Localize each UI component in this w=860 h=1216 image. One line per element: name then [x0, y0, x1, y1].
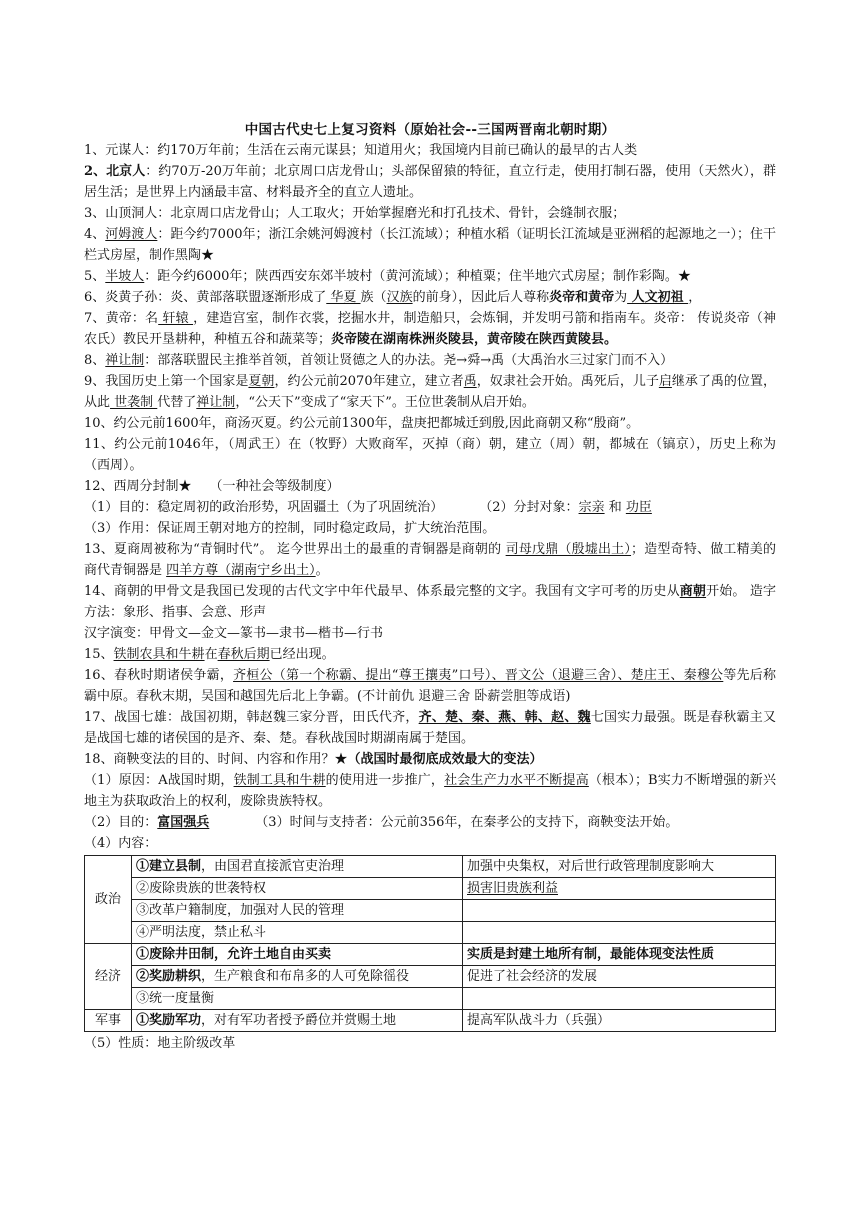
table-row	[85, 922, 776, 944]
item-18-keyword-goal: 富国强兵	[157, 815, 210, 830]
item-16-keyword-hegemons: 齐桓公（第一个称霸、提出“尊王攘夷”口号）、晋文公（退避三舍）、楚庄王、秦穆公	[233, 668, 724, 683]
table-row	[85, 856, 776, 878]
politics-measure-1-key: ①建立县制	[136, 859, 202, 874]
item-2	[84, 161, 776, 203]
item-17-keyword-seven: 齐、楚、秦、燕、韩、赵、魏	[418, 710, 591, 725]
military-measure-1-key: ①奖励军功	[136, 1013, 202, 1028]
item-9	[84, 371, 776, 413]
item-6-keyword-renwen: 人文初祖	[627, 290, 689, 305]
page-title: 中国古代史七上复习资料（原始社会--三国两晋南北朝时期）	[244, 122, 616, 138]
item-7	[84, 308, 776, 350]
item-6	[84, 287, 776, 308]
economy-measure-2-key: ②奖励耕织	[136, 969, 202, 984]
item-1-text: 1、元谋人：约170万年前；生活在云南元谋县；知道用火；我国境内目前已确认的最早的古人类	[84, 143, 638, 158]
item-5-number: 5、	[84, 269, 106, 284]
item-9-keyword-shixi: 世袭制	[110, 395, 158, 410]
item-18-nature	[84, 1033, 776, 1054]
table-row	[85, 988, 776, 1010]
item-18-reason-c: 的使用进一步推广，	[325, 773, 445, 788]
item-12-targets-label: （2）分封对象：	[479, 500, 579, 515]
item-18-nature-text: （5）性质：地主阶级改革	[84, 1036, 236, 1051]
item-4-number: 4、	[84, 227, 106, 242]
item-6-text-e: 的前身），因此后人尊称	[412, 290, 550, 305]
item-11-text: 11、约公元前1046年，（周武王）在（牧野）大败商军，灭掉（商）朝，建立（周）朝，都城在（镐京），历史上称为（西周）。	[84, 437, 776, 473]
table-row	[85, 944, 776, 966]
table-row	[85, 900, 776, 922]
table-cell	[463, 988, 776, 1010]
item-14-text-c: 开始。 造字方法：象形、指事、会意、形声	[84, 584, 776, 620]
table-cell	[132, 1010, 463, 1032]
item-18-goal-time	[84, 812, 776, 833]
table-row	[85, 878, 776, 900]
category-military: 军事	[85, 1010, 132, 1032]
item-2-text: ：约70万-20万年前；北京周口店龙骨山；头部保留猿的特征，直立行走，使用打制石器，使用（天然火），群居生活；是世界上内涵最丰富、材料最齐全的直立人遗址。	[84, 164, 777, 200]
item-12-target-zongqin: 宗亲	[578, 500, 605, 515]
item-13-text-c: ；造型奇特、做工精美的商代青铜器是	[84, 542, 776, 578]
item-14-evolution-text: 汉字演变：甲骨文—金文—篆书—隶书—楷书—行书	[84, 626, 384, 641]
economy-measure-2-text: ，生产粮食和布帛多的人可免除徭役	[201, 969, 410, 984]
item-9-text-g: 继承了禹的位置，从此	[84, 374, 776, 410]
item-14-evolution	[84, 623, 776, 644]
table-cell	[463, 944, 776, 966]
item-18-reason	[84, 770, 776, 812]
item-18-reason-e: （根本）；B实力不断增强的新兴地主为获取政治上的权利，废除贵族特权。	[84, 773, 776, 809]
item-6-text-c: 族（	[360, 290, 387, 305]
item-9-text-k: ，“公天下”变成了“家天下”。王位世袭制从启开始。	[235, 395, 535, 410]
item-4-keyword: 河姆渡人	[105, 227, 158, 242]
economy-effect-1: 实质是封建土地所有制，最能体现变法性质	[467, 947, 715, 962]
item-12	[84, 476, 776, 497]
item-15-text-c: 在	[204, 647, 218, 662]
item-9-keyword-qi: 启	[658, 374, 672, 389]
table-cell	[132, 856, 463, 878]
item-13-text-a: 13、夏商周被称为“青铜时代”。 迄今世界出土的最重的青铜器是商朝的	[84, 542, 506, 557]
reform-content-table	[84, 855, 776, 1032]
item-14-keyword-shangchao: 商朝	[679, 584, 707, 599]
item-6-keyword-yandi-huangdi: 炎帝和黄帝	[549, 290, 615, 305]
item-13-keyword-siyang: 四羊方尊（湖南宁乡出土）	[166, 563, 316, 578]
item-18-goal-label: （2）目的：	[84, 815, 158, 830]
item-3-text: 3、山顶洞人：北京周口店龙骨山；人工取火；开始掌握磨光和打孔技术、骨针，会缝制衣服；	[84, 206, 626, 221]
category-economy: 经济	[85, 944, 132, 1010]
item-5	[84, 266, 776, 287]
item-18-time: （3）时间与支持者：公元前356年，在秦孝公的支持下，商鞅变法开始。	[255, 815, 679, 830]
item-4	[84, 224, 776, 266]
item-12-target-and: 和	[604, 500, 626, 515]
item-3	[84, 203, 776, 224]
item-18-note: （战国时最彻底成效最大的变法）	[347, 752, 543, 767]
item-4-text: ：距今约7000年；浙江余姚河姆渡村（长江流域）；种植水稻（证明长江流域是亚洲稻的起源地之一）；住干栏式房屋，制作黑陶★	[84, 227, 776, 263]
table-cell: 促进了社会经济的发展	[463, 966, 776, 988]
item-18-keyword-tools: 铁制工具和牛耕	[233, 773, 326, 788]
item-17-text-c: 七国实力最强。既是春秋霸主又是战国七雄的诸侯国的是齐、秦、楚。春秋战国时期湖南属于楚国。	[84, 710, 776, 746]
item-1	[84, 140, 776, 161]
item-10	[84, 413, 776, 434]
item-18-heading: 18、商鞅变法的目的、时间、内容和作用？★	[84, 752, 348, 767]
item-6-text-g: 为	[614, 290, 628, 305]
item-7-keyword-xuanyuan: 轩辕	[158, 311, 194, 326]
item-7-text-c: ，建造宫室，制作衣裳，挖掘水井，制造船只，会炼铜，并发明弓箭和指南车。炎帝： 传说炎帝（神农氏）教民开垦耕种，种植五谷和蔬菜等；	[84, 311, 776, 347]
table-cell	[132, 966, 463, 988]
item-9-text-c: ，约公元前2070年建立，建立者	[274, 374, 464, 389]
table-cell: 提高军队战斗力（兵强）	[463, 1010, 776, 1032]
table-row	[85, 966, 776, 988]
item-6-text-a: 6、炎黄子孙：炎、黄部落联盟逐渐形成了	[84, 290, 327, 305]
item-13-keyword-simuwu: 司母戊鼎（殷墟出土）	[505, 542, 632, 557]
document-page	[84, 118, 776, 1054]
table-cell: ③统一度量衡	[132, 988, 463, 1010]
item-6-keyword-huaxia: 华夏	[326, 290, 361, 305]
item-6-text-i: ，	[688, 290, 702, 305]
item-16	[84, 665, 776, 707]
item-15	[84, 644, 776, 665]
item-9-keyword-shanrang: 禅让制	[196, 395, 236, 410]
item-18	[84, 749, 776, 770]
item-8	[84, 350, 776, 371]
item-15-number: 15、	[84, 647, 114, 662]
table-cell: ④严明法度，禁止私斗	[132, 922, 463, 944]
item-12-heading: 12、西周分封制★	[84, 479, 192, 494]
table-row	[85, 1010, 776, 1032]
table-cell: ②废除贵族的世袭特权	[132, 878, 463, 900]
item-14	[84, 581, 776, 623]
table-cell: ③改革户籍制度，加强对人民的管理	[132, 900, 463, 922]
table-cell	[132, 944, 463, 966]
item-8-number: 8、	[84, 353, 106, 368]
category-politics: 政治	[85, 856, 132, 944]
item-16-text-a: 16、春秋时期诸侯争霸，	[84, 668, 234, 683]
economy-measure-1: ①废除井田制，允许土地自由买卖	[136, 947, 332, 962]
item-12-purpose: （1）目的：稳定周初的政治形势，巩固疆土（为了巩固统治）	[84, 500, 444, 515]
item-13-text-e: 。	[315, 563, 329, 578]
item-9-text-e: ，奴隶社会开始。禹死后，儿子	[476, 374, 659, 389]
item-9-text-i: 代替了	[157, 395, 197, 410]
item-8-keyword: 禅让制	[105, 353, 145, 368]
item-8-text: ：部落联盟民主推举首领，首领让贤德之人的办法。尧→舜→禹（大禹治水三过家门而不入）	[144, 353, 674, 368]
item-15-keyword-period: 春秋后期	[217, 647, 270, 662]
item-5-keyword: 半坡人	[105, 269, 145, 284]
item-18-keyword-productivity: 社会生产力水平不断提高	[444, 773, 589, 788]
item-5-text: ：距今约6000年；陕西西安东郊半坡村（黄河流域）；种植粟；住半地穴式房屋；制作彩陶。★	[144, 269, 691, 284]
item-15-keyword-tools: 铁制农具和牛耕	[113, 647, 205, 662]
item-12-sub-3	[84, 518, 776, 539]
item-17	[84, 707, 776, 749]
item-16-text-c: 等先后称霸中原。春秋末期，吴国和越国先后北上争霸。(不计前仇 退避三舍 卧薪尝胆等成语)	[84, 668, 776, 704]
item-7-text-a: 7、黄帝：名	[84, 311, 159, 326]
item-11	[84, 434, 776, 476]
item-9-keyword-xiachao: 夏朝	[248, 374, 275, 389]
item-12-effect: （3）作用：保证周王朝对地方的控制，同时稳定政局，扩大统治范围。	[84, 521, 496, 536]
item-17-text-a: 17、战国七雄：战国初期，韩赵魏三家分晋，田氏代齐，	[84, 710, 419, 725]
item-13	[84, 539, 776, 581]
item-2-heading: 2、北京人	[84, 164, 146, 179]
politics-measure-1-text: ，由国君直接派官吏治理	[201, 859, 345, 874]
item-7-emphasis: 炎帝陵在湖南株洲炎陵县，黄帝陵在陕西黄陵县。	[331, 332, 618, 347]
item-15-text-e: 已经出现。	[269, 647, 335, 662]
item-14-text-a: 14、商朝的甲骨文是我国已发现的古代文字中年代最早、体系最完整的文字。我国有文字可考的历史从	[84, 584, 680, 599]
item-12-target-gongchen: 功臣	[625, 500, 652, 515]
item-18-reason-a: （1）原因：A战国时期，	[84, 773, 234, 788]
item-18-content-label	[84, 833, 776, 854]
item-9-text-a: 9、我国历史上第一个国家是	[84, 374, 249, 389]
politics-effect-2: 损害旧贵族利益	[467, 881, 559, 896]
table-cell: 加强中央集权，对后世行政管理制度影响大	[463, 856, 776, 878]
table-cell	[463, 922, 776, 944]
table-cell	[463, 878, 776, 900]
item-18-content-text: （4）内容：	[84, 836, 158, 851]
item-12-sub-1-2	[84, 497, 776, 518]
table-cell	[463, 900, 776, 922]
item-6-keyword-hanzu: 汉族	[386, 290, 413, 305]
military-measure-1-text: ，对有军功者授予爵位并赏赐土地	[201, 1013, 397, 1028]
item-12-note: （一种社会等级制度）	[209, 479, 340, 494]
item-9-keyword-yu: 禹	[463, 374, 477, 389]
item-10-text: 10、约公元前1600年，商汤灭夏。约公元前1300年，盘庚把都城迁到殷,因此商朝又称“殷商”。	[84, 416, 640, 431]
